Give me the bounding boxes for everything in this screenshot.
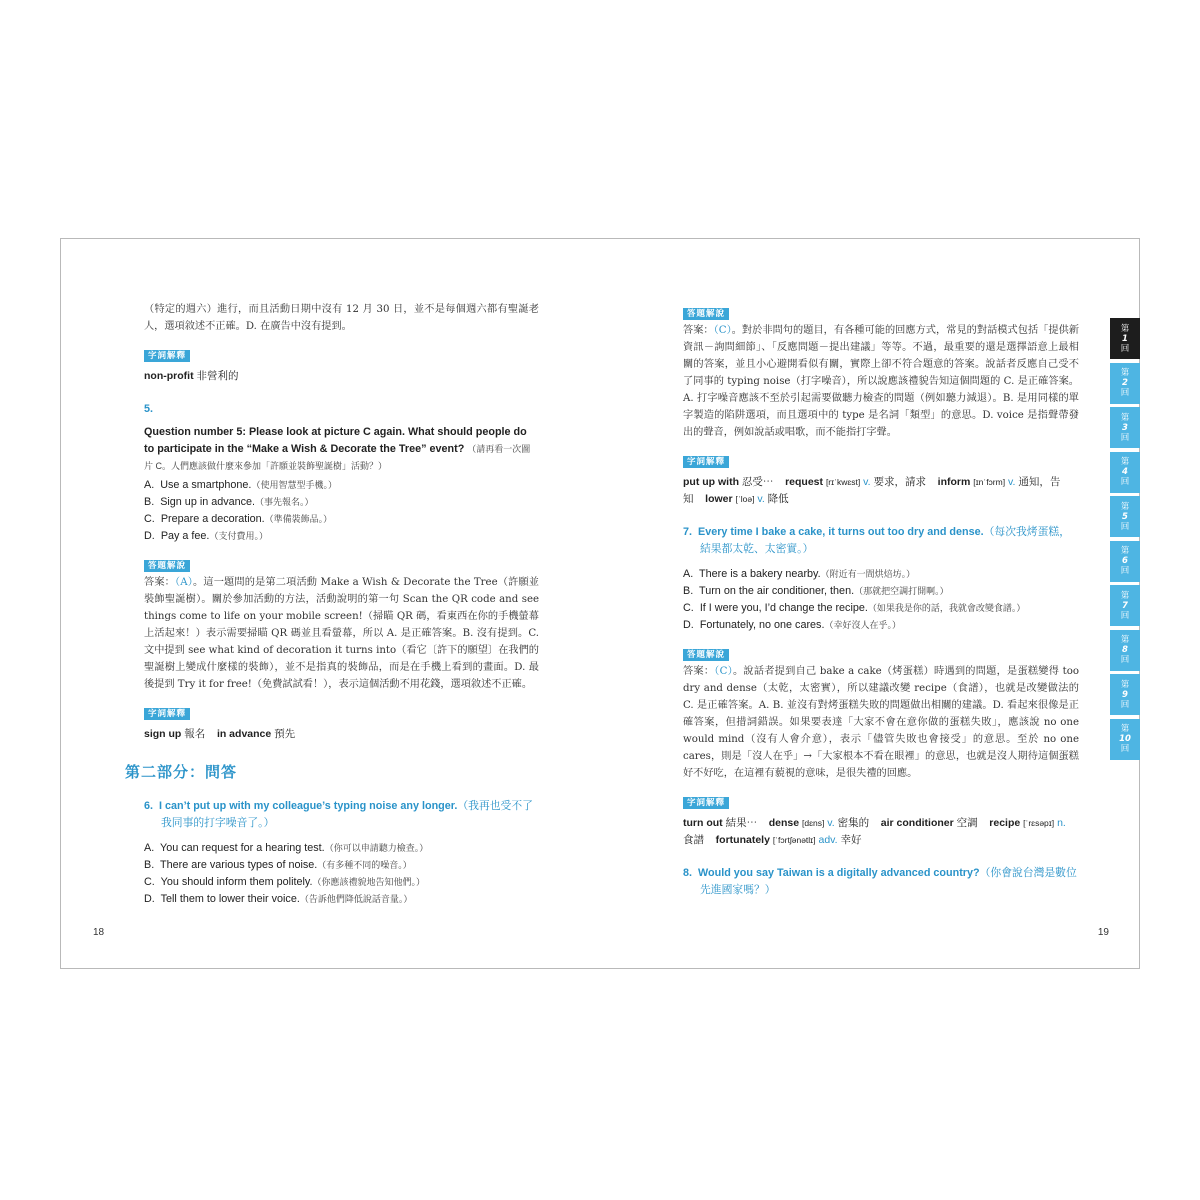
vocab-word: in advance [216,728,272,740]
option-en: Sign up in advance. [160,496,256,508]
option-zh: （準備裝飾品。） [264,514,333,524]
tab-post: 回 [1120,388,1130,398]
vocab-line [683,474,1079,508]
vocab-meaning: 食譜 [683,834,704,846]
vocab-line [144,726,539,743]
option-item [144,477,539,494]
page-number: 18 [93,927,105,938]
vocab-word: recipe [989,817,1021,829]
tab-pre: 第 [1120,501,1130,512]
tab-number: 3 [1122,422,1128,433]
option-item [144,511,539,528]
right-column [683,301,1079,899]
question-number: 8. [683,867,693,879]
tab-pre: 第 [1120,679,1130,690]
option-item [144,891,539,908]
option-label: B. [144,859,155,871]
option-en: Fortunately, no one cares. [699,619,825,631]
option-zh: （支付費用。） [209,531,268,541]
question-zh: （請再看一次圖片 C。人們應該做什麼來參加「許願並裝飾聖誕樹」活動？） [144,444,531,471]
option-label: A. [144,842,155,854]
chapter-tab[interactable] [1110,630,1140,671]
chapter-tab[interactable] [1110,496,1140,537]
chapter-tab[interactable] [1110,674,1140,715]
vocab-pos: v. [827,817,835,829]
vocab-tag: 字詞解釋 [144,708,190,720]
option-item [683,617,1079,634]
analysis-text [144,574,539,693]
tab-number: 8 [1122,645,1128,655]
vocab-meaning: 要求，請求 [873,476,926,488]
question-text [144,798,539,832]
analysis-tag: 答題解說 [144,560,190,572]
option-item [144,494,539,511]
tab-pre: 第 [1120,724,1130,734]
option-zh: （告訴他們降低說話音量。） [299,894,413,904]
book-spread [60,238,1140,969]
analysis-text [683,322,1079,441]
option-zh: （事先報名。） [255,497,314,507]
tab-pre: 第 [1120,590,1130,601]
tab-post: 回 [1120,521,1130,532]
tab-number: 6 [1122,556,1128,566]
vocab-word: request [785,476,824,488]
option-en: Turn on the air conditioner, then. [699,585,855,597]
vocab-tag: 字詞解釋 [683,797,729,809]
chapter-tabs [1110,318,1140,763]
analysis-block [144,553,539,572]
option-en: You should inform them politely. [160,876,313,888]
vocab-pos: n. [1057,817,1066,829]
tab-number: 9 [1122,689,1128,700]
tab-pre: 第 [1120,412,1130,423]
vocab-block [683,790,1079,809]
option-item [683,566,1079,583]
vocab-word: put up with [683,476,739,488]
tab-post: 回 [1120,566,1130,576]
tab-post: 回 [1120,477,1130,487]
chapter-tab[interactable] [1110,541,1140,582]
vocab-word: inform [937,476,971,488]
question-text [144,424,539,475]
vocab-meaning: 忍受⋯ [741,476,774,488]
analysis-block [683,301,1079,320]
tab-pre: 第 [1120,368,1130,378]
vocab-tag: 字詞解釋 [144,350,190,362]
answer-prefix: 答案： [683,325,714,336]
option-item [683,600,1079,617]
option-label: A. [144,479,155,491]
option-zh: （有多種不同的噪音。） [317,860,412,870]
answer-value: （C） [713,325,732,336]
analysis-tag: 答題解說 [683,308,729,320]
left-column [125,301,539,908]
vocab-word: fortunately [715,834,770,846]
vocab-meaning: 幸好 [840,834,862,846]
options-list [683,566,1079,634]
question-number: 6. [144,800,154,812]
vocab-ipa: [ˈfɔrtʃənətlɪ] [772,835,816,845]
option-label: C. [683,602,694,614]
tab-post: 回 [1120,655,1130,665]
vocab-ipa: [rɪˈkwɛst] [825,477,861,487]
vocab-line [683,815,1079,849]
answer-prefix: 答案： [683,666,715,677]
vocab-word: sign up [144,728,182,740]
tab-number: 4 [1122,467,1128,477]
chapter-tab[interactable] [1110,407,1140,448]
option-en: There is a bakery nearby. [699,568,821,580]
option-en: There are various types of noise. [160,859,318,871]
option-zh: （那就把空調打開啊。） [854,586,949,596]
vocab-word: air conditioner [880,817,954,829]
vocab-ipa: [ˈloə] [735,494,755,504]
chapter-tab[interactable] [1110,452,1140,493]
option-label: D. [683,619,694,631]
vocab-word: lower [705,493,733,505]
analysis-block [683,642,1079,661]
answer-prefix: 答案： [144,577,176,588]
explanation: 。這一題問的是第二項活動 Make a Wish & Decorate the Tree（許願並裝飾聖誕樹）。關於參加活動的方法，活動說明的第一句 Scan the QR code and see things come to life on your mobile screen!（掃瞄 QR 碼，看東西在你的手機螢幕上活起來！）表示需要掃瞄 QR 碼並且看螢幕，所以 A. 是正確答案。B. 沒有提到。C. 文中提到 see what kind of decoration it turns into（看它〔許下的願望〕在我們的聖誕樹上變成什麼樣的裝飾），並不是指真的裝飾品，而是在手機上看到的畫面。D. 最後提到 Try it for free!（免費試試看！），表示這個活動不用花錢，選項敘述不正確。 [144,577,539,690]
option-label: C. [144,876,155,888]
vocab-word: dense [768,817,800,829]
vocab-meaning: 非營利的 [196,370,239,382]
left-page [61,239,601,968]
question-zh: （你會說台灣是數位先進國家嗎？） [700,867,1077,896]
options-list [144,840,539,908]
tab-post: 回 [1120,343,1130,354]
tab-post: 回 [1120,699,1130,710]
vocab-pos: v. [1008,476,1016,488]
option-label: A. [683,568,694,580]
question-number: 5. [144,403,154,415]
option-en: Use a smartphone. [160,479,252,491]
chapter-tab[interactable] [1110,363,1140,404]
option-en: If I were you, I’d change the recipe. [699,602,868,614]
vocab-meaning: 通知，告知 [683,476,1061,505]
vocab-line [144,368,539,385]
option-zh: （幸好沒人在乎。） [824,620,901,630]
vocab-block [144,343,539,362]
question-text [683,524,1079,558]
question-zh: （每次我烤蛋糕，結果都太乾、太密實。） [700,526,1070,555]
vocab-meaning: 結果⋯ [725,817,758,829]
question-text [683,865,1079,899]
option-en: Pay a fee. [160,530,210,542]
section-title: 第二部分：問答 [125,763,238,781]
explanation: 。說話者提到自己 bake a cake（烤蛋糕）時遇到的問題，是蛋糕變得 too dry and dense（太乾，太密實），所以建議改變 recipe（食譜），也就是改變做法的 C. 是正確答案。A. B. 並沒有對烤蛋糕失敗的問題做出相關的建議。D. 看起來很像是正確答案，但措詞錯誤。如果要表達「大家不會在意你做的蛋糕失敗」，應該說 no one would mind（沒有人會介意），表示「儘管失敗也會接受」的意思。至於 no one cares，則是「沒人在乎」→「大家根本不看在眼裡」的意思，也就是沒人期待這個蛋糕好不好吃，在這裡有藐視的意味，是很失禮的回應。 [683,666,1079,779]
tab-number: 10 [1119,734,1131,744]
tab-pre: 第 [1120,457,1130,467]
right-page [601,239,1141,968]
analysis-text [683,663,1079,782]
option-label: C. [144,513,155,525]
question-number: 7. [683,526,693,538]
vocab-ipa: [dɛns] [802,818,825,828]
option-label: B. [144,496,155,508]
option-item [144,840,539,857]
option-en: You can request for a hearing test. [160,842,325,854]
vocab-ipa: [ɪnˈfɔrm] [973,477,1006,487]
tab-number: 7 [1122,600,1128,611]
option-label: B. [683,585,694,597]
chapter-tab[interactable] [1110,585,1140,626]
vocab-meaning: 空調 [956,817,978,829]
option-label: D. [144,893,155,905]
tab-number: 5 [1122,511,1128,522]
option-zh: （你應該禮貌地告知他們。） [312,877,425,887]
answer-value: （C） [714,666,733,677]
option-zh: （附近有一間烘焙坊。） [820,569,916,579]
page-number: 19 [1097,927,1109,938]
option-zh: （使用智慧型手機。） [251,480,337,490]
options-list [144,477,539,545]
vocab-ipa: [ˈrɛsəpɪ] [1023,818,1055,828]
option-en: Prepare a decoration. [160,513,265,525]
question-zh: （我再也受不了我同事的打字噪音了。） [161,800,533,829]
tab-number: 2 [1122,378,1128,388]
vocab-meaning: 密集的 [837,817,870,829]
continuation-text: （特定的週六）進行，而且活動日期中沒有 12 月 30 日，並不是每個週六都有聖誕老人，選項敘述不正確。D. 在廣告中沒有提到。 [144,304,539,332]
option-en: Tell them to lower their voice. [160,893,300,905]
vocab-meaning: 報名 [184,728,206,740]
question-en: Every time I bake a cake, it turns out too dry and dense. [698,526,984,538]
tab-number: 1 [1122,333,1128,344]
option-item [683,583,1079,600]
explanation: 。對於非問句的題目，有各種可能的回應方式，常見的對話模式包括「提供新資訊－詢問細節」、「反應問題－提出建議」等等。不過，最重要的還是選擇語意上最相關的答案，並且小心避開看似有關，實際上卻不符合題意的答案。說話者反應自己受不了同事的 typing noise（打字噪音），所以說應該禮貌告知這個問題的 C. 是正確答案。A. 打字噪音應該不至於引起需要做聽力檢查的問題（例如聽力減退）。B. 是用同樣的單字製造的陷阱選項，而且選項中的 type 是名詞「類型」的意思。D. voice 是指聲帶發出的聲音，例如說話或唱歌，而不能指打字聲。 [683,325,1080,438]
vocab-pos: v. [757,493,765,505]
vocab-word: turn out [683,817,723,829]
vocab-word: non-profit [144,370,194,382]
option-item [144,874,539,891]
tab-pre: 第 [1120,635,1130,645]
tab-post: 回 [1120,432,1130,443]
vocab-block [683,449,1079,468]
tab-post: 回 [1120,610,1130,621]
vocab-meaning: 降低 [767,493,789,505]
option-item [144,857,539,874]
vocab-tag: 字詞解釋 [683,456,729,468]
chapter-tab[interactable] [1110,719,1140,760]
vocab-block [144,701,539,720]
question-en: Would you say Taiwan is a digitally advanced country? [698,867,980,879]
question-en: I can’t put up with my colleague’s typing noise any longer. [159,800,458,812]
tab-pre: 第 [1120,323,1130,334]
option-item [144,528,539,545]
tab-post: 回 [1120,744,1130,754]
question-en: Question number 5: Please look at picture C again. What should people do to participate in the “Make a Wish & Decorate the Tree” event? [144,426,527,455]
option-label: D. [144,530,155,542]
vocab-pos: v. [863,476,871,488]
answer-value: （A） [175,577,194,588]
option-zh: （如果我是你的話，我就會改變食譜。） [867,603,1026,613]
vocab-meaning: 預先 [274,728,296,740]
analysis-tag: 答題解說 [683,649,729,661]
vocab-pos: adv. [818,834,838,846]
option-zh: （你可以申請聽力檢查。） [324,843,429,853]
tab-pre: 第 [1120,546,1130,556]
chapter-tab[interactable] [1110,318,1140,359]
